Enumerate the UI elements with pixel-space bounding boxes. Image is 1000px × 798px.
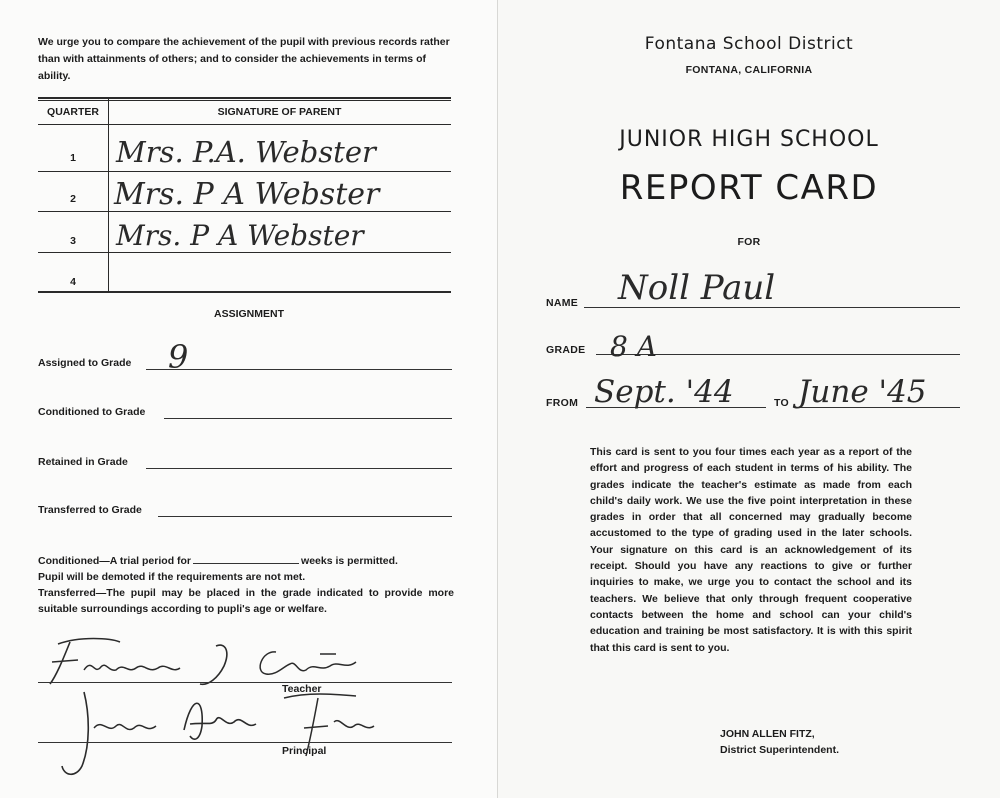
principal-signature bbox=[56, 686, 386, 786]
for-label: FOR bbox=[737, 236, 761, 248]
quarter-number: 1 bbox=[70, 152, 76, 164]
parent-signature-table bbox=[38, 97, 451, 293]
superintendent-name: JOHN ALLEN FITZ, bbox=[720, 728, 815, 740]
superintendent-title: District Superintendent. bbox=[720, 744, 840, 756]
to-date: June '45 bbox=[798, 374, 927, 410]
signature-column-header: SIGNATURE OF PARENT bbox=[217, 106, 342, 118]
school-name: JUNIOR HIGH SCHOOL bbox=[619, 127, 879, 152]
conditioned-note-demotion: Pupil will be demoted if the requirements are not met. bbox=[38, 571, 306, 583]
transferred-note: Transferred—The pupil may be placed in the grade indicated to provide more suitable surroundings according to pupli's age or welfare. bbox=[38, 587, 454, 615]
parent-signature: Mrs. P A Webster bbox=[116, 219, 364, 252]
quarter-column-header: QUARTER bbox=[47, 106, 99, 118]
left-page bbox=[0, 0, 498, 798]
assigned-grade-label: Assigned to Grade bbox=[38, 357, 132, 369]
right-page bbox=[498, 0, 1000, 798]
assigned-grade-line bbox=[146, 369, 452, 370]
teacher-signature-line bbox=[38, 682, 452, 683]
conditioned-grade-label: Conditioned to Grade bbox=[38, 406, 146, 418]
quarter-number: 2 bbox=[70, 193, 76, 205]
quarter-number: 3 bbox=[70, 235, 76, 247]
retained-grade-line bbox=[146, 468, 452, 469]
name-label: NAME bbox=[546, 297, 579, 309]
retained-grade-label: Retained in Grade bbox=[38, 456, 128, 468]
quarter-number: 4 bbox=[70, 276, 76, 288]
student-name: Noll Paul bbox=[618, 268, 776, 308]
parent-signature: Mrs. P A Webster bbox=[114, 177, 380, 212]
parent-signature: Mrs. P.A. Webster bbox=[116, 135, 376, 169]
district-location: FONTANA, CALIFORNIA bbox=[685, 64, 813, 76]
assigned-grade-value: 9 bbox=[168, 338, 189, 376]
transferred-grade-label: Transferred to Grade bbox=[38, 504, 142, 516]
conditioned-note-line: Conditioned—A trial period for weeks is permitted. bbox=[38, 555, 398, 567]
intro-text: We urge you to compare the achievement of the pupil with previous records rather than with attainments of others; and to consider the achievements in terms of ability. bbox=[38, 36, 450, 82]
teacher-label: Teacher bbox=[282, 683, 322, 695]
conditioned-grade-line bbox=[164, 418, 452, 419]
report-card-title: REPORT CARD bbox=[619, 168, 879, 208]
report-card-explanation: This card is sent to you four times each year as a report of the effort and progress of each student in terms of his ability. The grades indicate the teacher's estimate as made from each child's daily work. We use the five point interpretation in these grades in order that all concerned may gradually become accustomed to the type of grading used in the later schools. Your signature on this card is an acknowledgement of its receipt. Should you have any reactions to give or further inquiries to make, we urge you to contact the school and its teachers. We believe that only through frequent cooperative contacts between the home and school can your child's education and training be most satisfactory. It is with this spirit that this card is sent to you. bbox=[590, 446, 912, 654]
from-label: FROM bbox=[546, 397, 579, 409]
grade-label: GRADE bbox=[546, 344, 586, 356]
district-name: Fontana School District bbox=[644, 34, 854, 54]
from-date: Sept. '44 bbox=[594, 374, 734, 410]
assignment-title: ASSIGNMENT bbox=[213, 308, 284, 320]
principal-signature-line bbox=[38, 742, 452, 743]
student-grade: 8 A bbox=[610, 330, 657, 363]
to-label: TO bbox=[774, 397, 789, 409]
transferred-grade-line bbox=[158, 516, 452, 517]
principal-label: Principal bbox=[282, 745, 327, 757]
grade-rules-notes bbox=[38, 553, 454, 617]
